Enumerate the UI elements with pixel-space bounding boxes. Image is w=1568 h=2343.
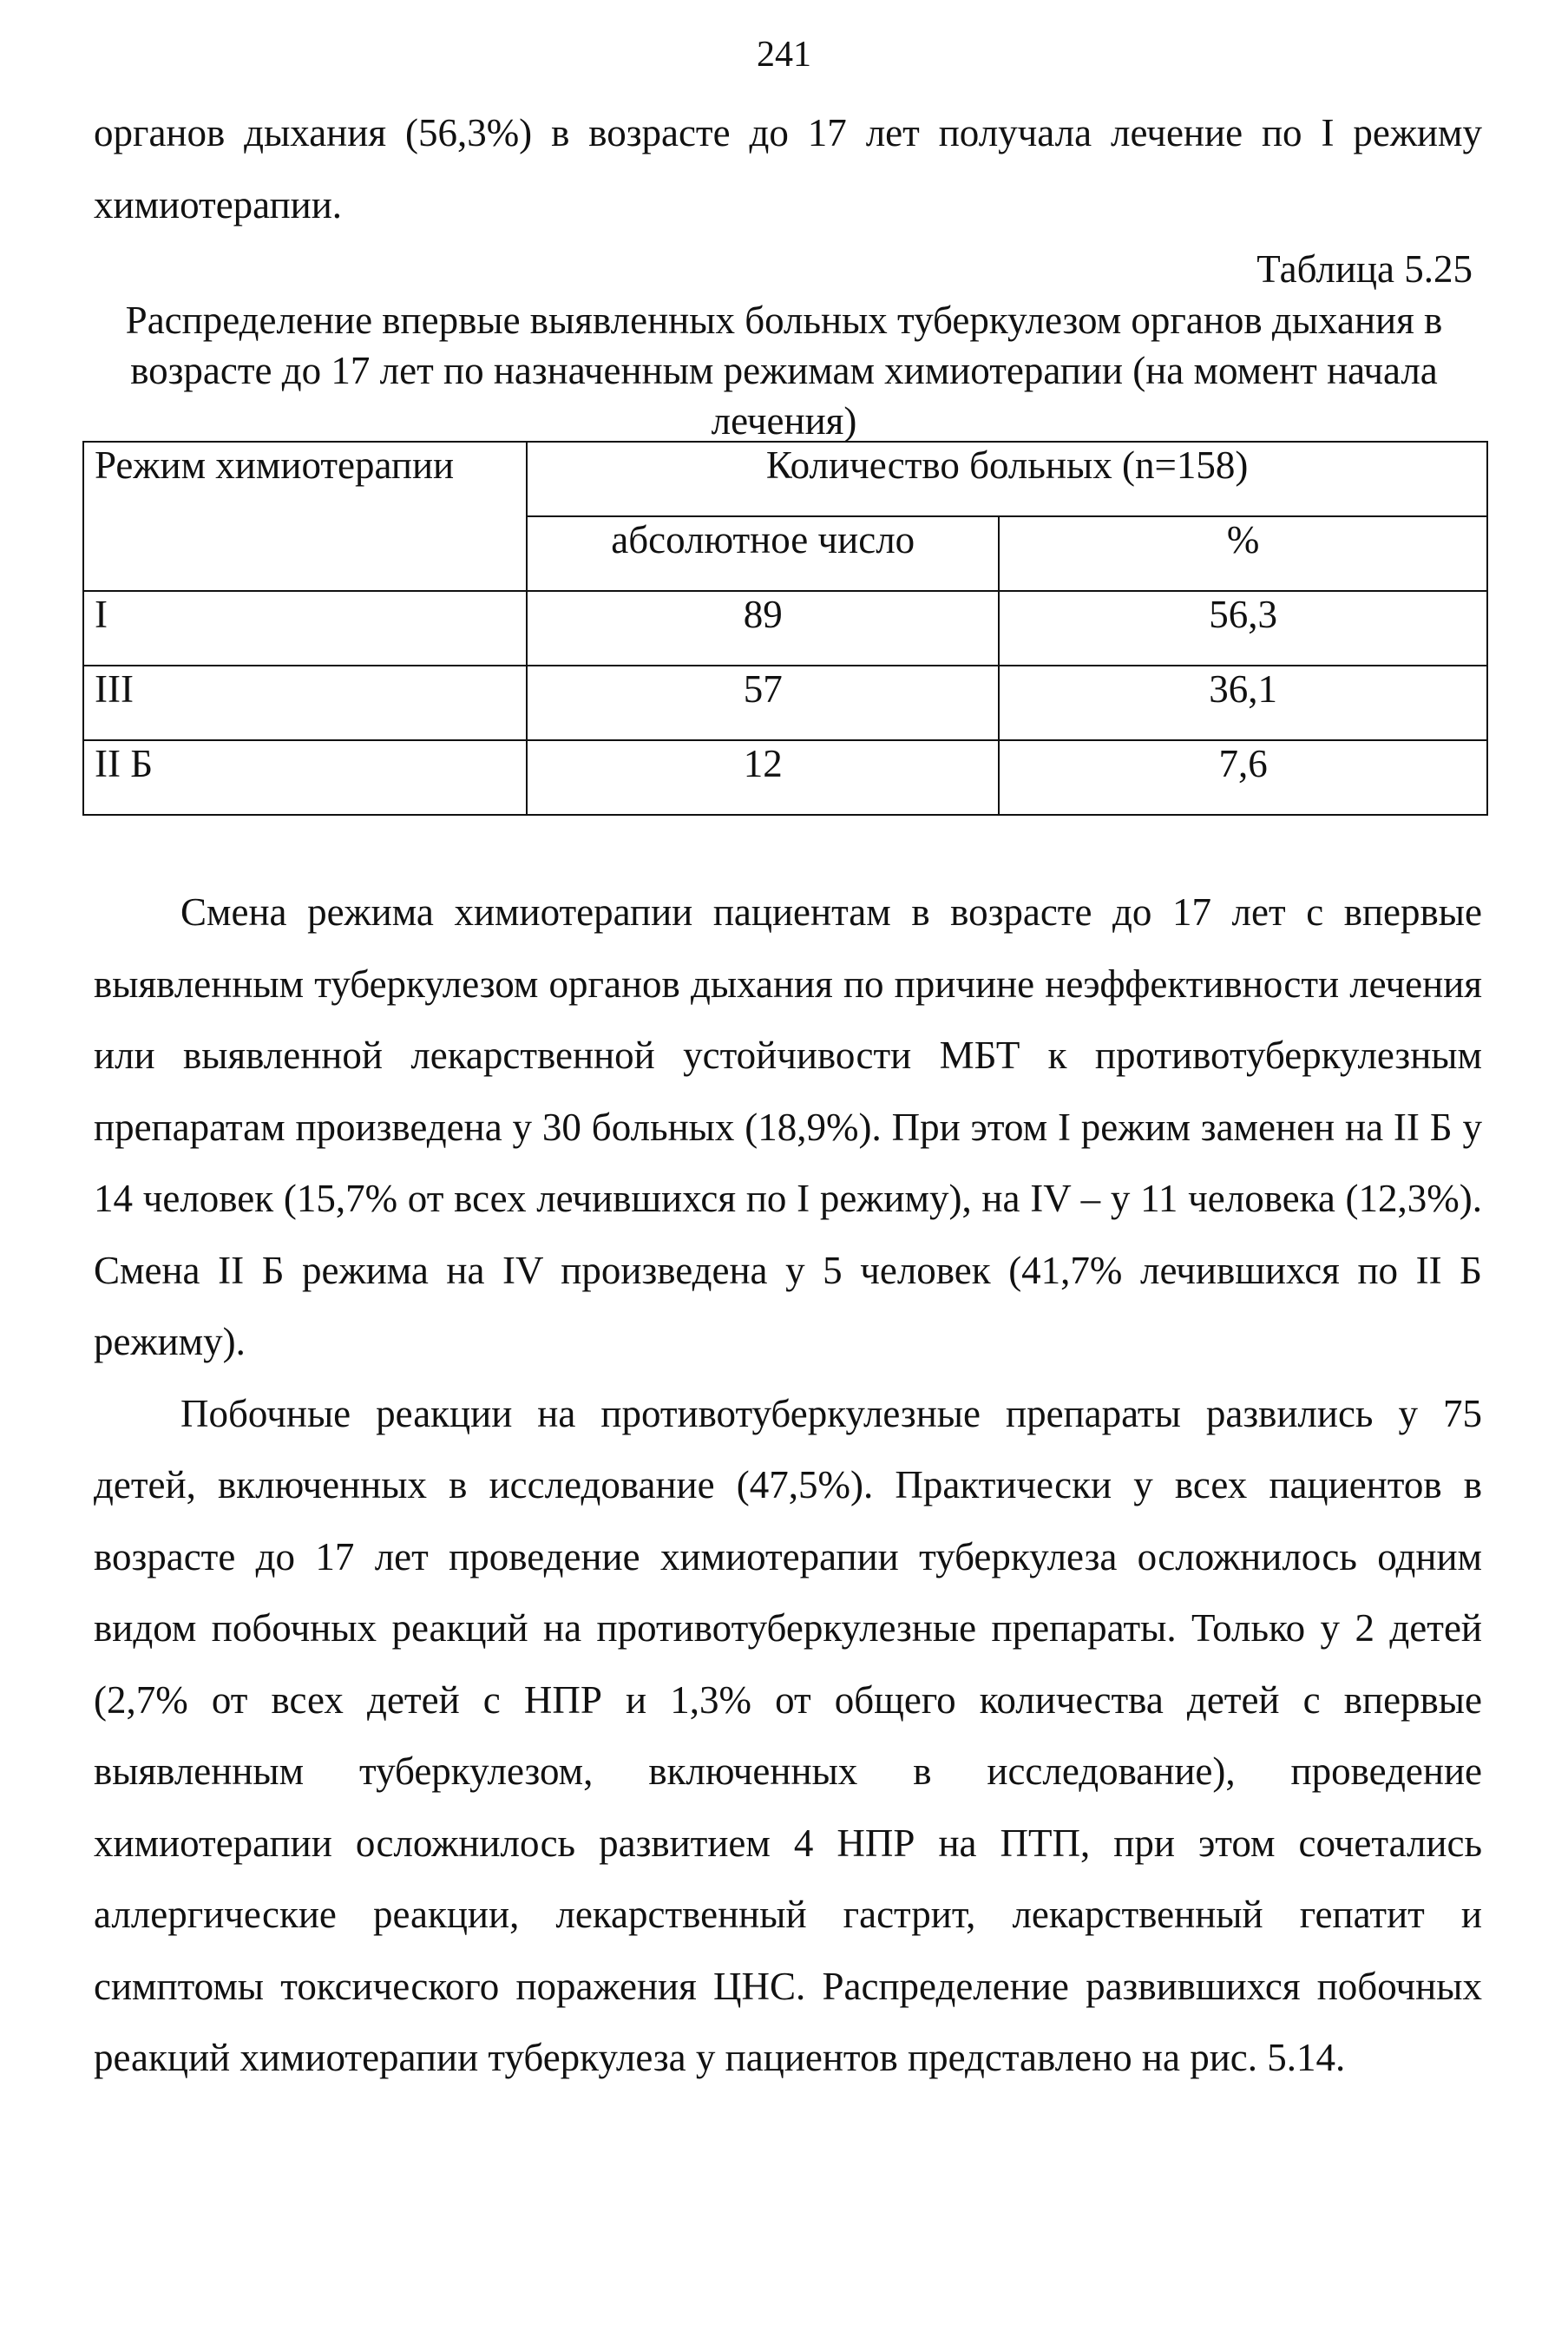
- table-row: [83, 740, 1487, 815]
- header-percent: %: [999, 516, 1487, 591]
- header-absolute: абсолютное число: [527, 516, 999, 591]
- page-number: 241: [757, 35, 811, 75]
- row-absolute: 12: [527, 740, 999, 815]
- paragraph-side-effects: Побочные реакции на противотуберкулезные препараты развились у 75 детей, включенных в исследование (47,5%). Практически у всех пациентов в возрасте до 17 лет проведение химиотерапии туберкулеза осложнилось одним видом побочных реакций на противотуберкулезные препараты. Только у 2 детей (2,7% от всех детей с НПР и 1,3% от общего количества детей с впервые выявленным туберкулезом, включенных в исследование), проведение химиотерапии осложнилось развитием 4 НПР на ПТП, при этом сочетались аллергические реакции, лекарственный гастрит, лекарственный гепатит и симптомы токсического поражения ЦНС. Распределение развившихся побочных реакций химиотерапии туберкулеза у пациентов представлено на рис. 5.14.: [94, 1391, 1482, 2079]
- intro-paragraph: органов дыхания (56,3%) в возрасте до 17 лет получала лечение по I режиму химиотерапии.: [94, 111, 1482, 226]
- row-percent: 36,1: [999, 666, 1487, 740]
- row-percent: 56,3: [999, 591, 1487, 666]
- row-regime: I: [83, 591, 527, 666]
- table-row: [83, 666, 1487, 740]
- row-regime: III: [83, 666, 527, 740]
- paragraph-regimen-change: Смена режима химиотерапии пациентам в возрасте до 17 лет с впервые выявленным туберкулезом органов дыхания по причине неэффективности лечения или выявленной лекарственной устойчивости МБТ к противотуберкулезным препаратам произведена у 30 больных (18,9%). При этом I режим заменен на II Б у 14 человек (15,7% от всех лечившихся по I режиму), на IV – у 11 человека (12,3%). Смена II Б режима на IV произведена у 5 человек (41,7% лечившихся по II Б режиму).: [94, 890, 1482, 1363]
- table-caption: Распределение впервые выявленных больных туберкулезом органов дыхания в возрасте до 17 лет по назначенным режимам химиотерапии (на момент начала лечения): [125, 299, 1443, 443]
- table-row: [83, 591, 1487, 666]
- table-label: Таблица 5.25: [1256, 247, 1473, 291]
- table-header-row: [83, 442, 1487, 516]
- row-absolute: 57: [527, 666, 999, 740]
- row-regime: II Б: [83, 740, 527, 815]
- regimen-table: [82, 441, 1488, 816]
- row-absolute: 89: [527, 591, 999, 666]
- header-count: Количество больных (n=158): [527, 442, 1487, 516]
- header-regime: Режим химиотерапии: [83, 442, 527, 591]
- row-percent: 7,6: [999, 740, 1487, 815]
- body-text: [94, 876, 1482, 2094]
